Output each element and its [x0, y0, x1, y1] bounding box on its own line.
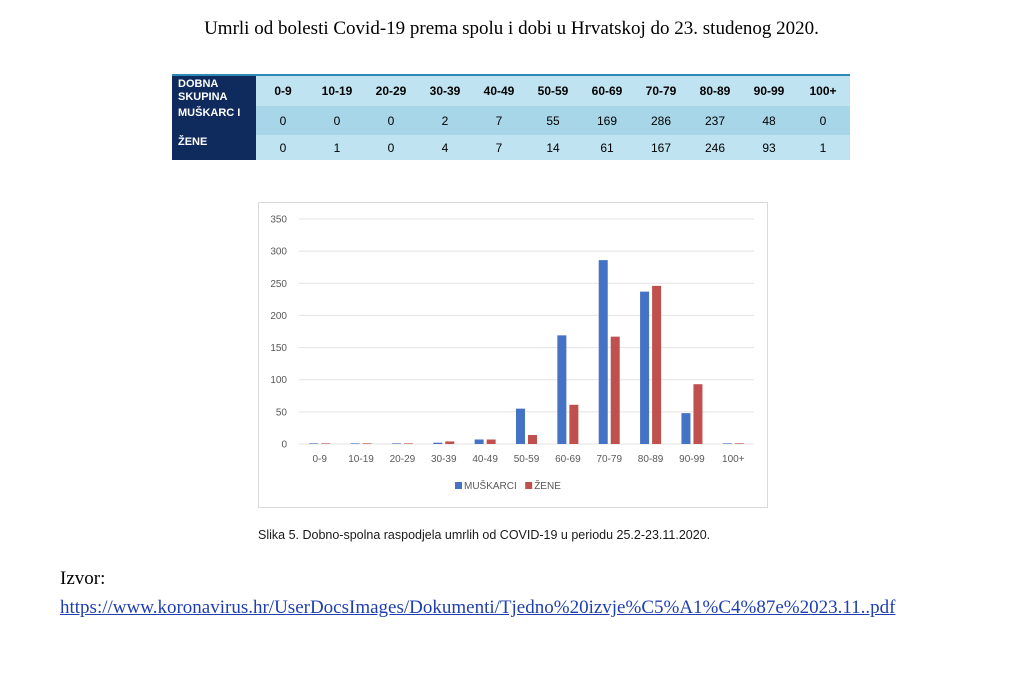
table-cell: 55 [526, 106, 580, 135]
x-tick-label: 40-49 [472, 454, 498, 465]
age-group-cell: 0-9 [256, 75, 310, 106]
table-cell: 167 [634, 135, 688, 160]
bar-ene-100+ [735, 443, 744, 444]
table-cell: 1 [310, 135, 364, 160]
bar-ene-20-29 [404, 443, 413, 444]
x-tick-label: 20-29 [389, 454, 416, 465]
bar-mukarci-10-19 [351, 443, 360, 444]
age-group-cell: 70-79 [634, 75, 688, 106]
x-tick-label: 10-19 [348, 454, 374, 465]
y-tick-label: 150 [270, 343, 287, 355]
bar-mukarci-40-49 [475, 440, 484, 445]
x-tick-label: 60-69 [555, 454, 581, 465]
age-group-header: DOBNA SKUPINA [172, 75, 256, 106]
table-cell: 0 [796, 106, 850, 135]
bar-ene-80-89 [652, 286, 661, 444]
table-header-row [172, 75, 850, 106]
table-cell: 237 [688, 106, 742, 135]
x-tick-label: 90-99 [679, 454, 705, 465]
table-cell: 0 [256, 135, 310, 160]
table-cell: 7 [472, 106, 526, 135]
table-cell: 169 [580, 106, 634, 135]
x-tick-label: 70-79 [596, 454, 623, 465]
table-cell: 0 [310, 106, 364, 135]
table-cell: 93 [742, 135, 796, 160]
bar-mukarci-90-99 [681, 413, 690, 444]
x-tick-label: 80-89 [637, 454, 664, 465]
table-cell: 0 [364, 106, 418, 135]
bar-ene-50-59 [528, 435, 537, 444]
table-cell: 14 [526, 135, 580, 160]
table-cell: 0 [364, 135, 418, 160]
x-tick-label: 50-59 [513, 454, 540, 465]
figure-caption: Slika 5. Dobno-spolna raspodjela umrlih od COVID-19 u periodu 25.2-23.11.2020. [258, 528, 711, 542]
bar-mukarci-30-39 [433, 443, 442, 444]
bar-mukarci-50-59 [516, 409, 525, 444]
age-group-cell: 30-39 [418, 75, 472, 106]
bar-ene-70-79 [611, 337, 620, 444]
age-group-cell: 10-19 [310, 75, 364, 106]
bar-ene-10-19 [363, 443, 372, 444]
table-cell: 7 [472, 135, 526, 160]
table-row-women [172, 135, 850, 160]
y-tick-label: 200 [270, 310, 287, 322]
table-cell: 2 [418, 106, 472, 135]
age-group-cell: 60-69 [580, 75, 634, 106]
table-cell: 286 [634, 106, 688, 135]
y-tick-label: 250 [270, 278, 287, 290]
table-cell: 246 [688, 135, 742, 160]
bar-mukarci-0-9 [309, 443, 318, 444]
source-link[interactable]: https://www.koronavirus.hr/UserDocsImages/Dokumenti/Tjedno%20izvje%C5%A1%C4%87e%2023.11..pdf [60, 597, 896, 618]
table-cell: 4 [418, 135, 472, 160]
legend-label: ŽENE [534, 481, 561, 492]
age-group-cell: 100+ [796, 75, 850, 106]
legend-swatch [455, 482, 462, 489]
bar-chart-container [258, 202, 768, 508]
legend-swatch [525, 482, 532, 489]
bar-mukarci-100+ [723, 443, 732, 444]
bar-mukarci-20-29 [392, 443, 401, 444]
age-group-cell: 90-99 [742, 75, 796, 106]
legend-label: MUŠKARCI [464, 481, 517, 492]
row-label-men: MUŠKARC I [172, 106, 256, 135]
bar-ene-0-9 [321, 443, 330, 444]
y-tick-label: 0 [281, 439, 287, 451]
x-tick-label: 100+ [722, 454, 745, 465]
table-cell: 48 [742, 106, 796, 135]
table-cell: 1 [796, 135, 850, 160]
age-group-cell: 80-89 [688, 75, 742, 106]
deaths-by-age-sex-table [172, 74, 850, 160]
y-tick-label: 50 [275, 407, 287, 419]
y-tick-label: 350 [270, 214, 287, 226]
x-tick-label: 0-9 [312, 454, 327, 465]
y-tick-label: 100 [270, 375, 287, 387]
y-tick-label: 300 [270, 246, 287, 258]
bar-ene-30-39 [445, 441, 454, 444]
table-cell: 0 [256, 106, 310, 135]
bar-ene-90-99 [693, 384, 702, 444]
age-group-cell: 20-29 [364, 75, 418, 106]
row-label-women: ŽENE [172, 135, 256, 160]
document-title: Umrli od bolesti Covid-19 prema spolu i dobi u Hrvatskoj do 23. studenog 2020. [204, 18, 819, 39]
bar-mukarci-70-79 [599, 260, 608, 444]
table-cell: 61 [580, 135, 634, 160]
bar-mukarci-80-89 [640, 292, 649, 444]
x-tick-label: 30-39 [430, 454, 457, 465]
age-group-cell: 40-49 [472, 75, 526, 106]
bar-ene-60-69 [569, 405, 578, 444]
bar-ene-40-49 [487, 440, 496, 445]
source-label: Izvor: [60, 568, 106, 589]
bar-chart [259, 203, 767, 507]
table-row-men [172, 106, 850, 135]
bar-mukarci-60-69 [557, 335, 566, 444]
age-group-cell: 50-59 [526, 75, 580, 106]
